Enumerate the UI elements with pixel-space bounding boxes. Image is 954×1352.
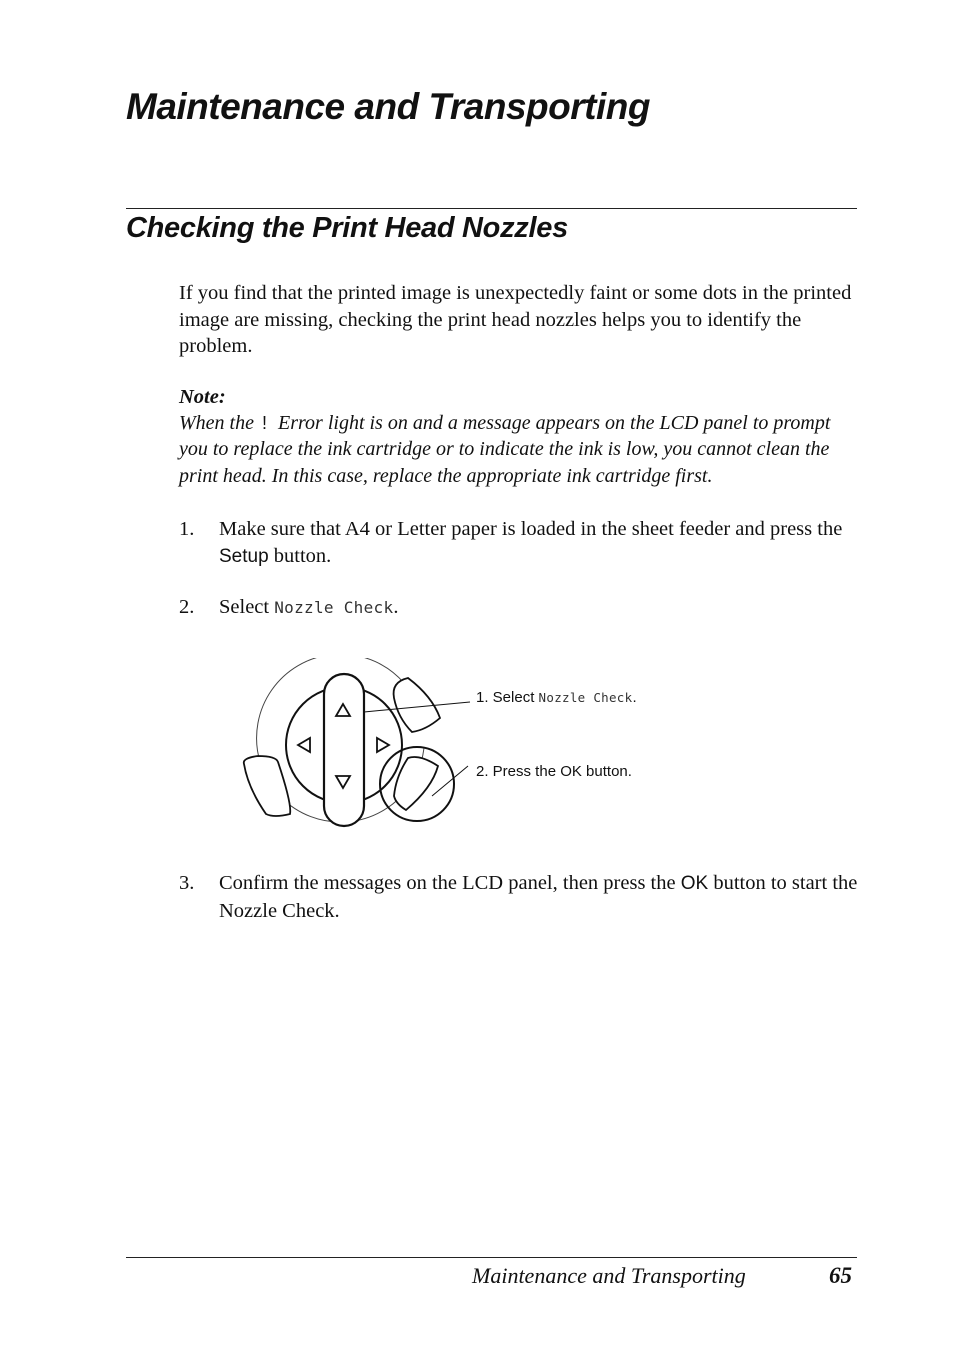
up-down-button <box>324 674 364 826</box>
right-arrow-icon <box>377 738 389 752</box>
step-text-after: button to start the Nozzle Check. <box>219 872 858 922</box>
callout-text: 1. Select <box>476 689 535 706</box>
step-text-before: Make sure that A4 or Letter paper is loaded in the sheet feeder and press the <box>219 518 843 540</box>
chapter-title: Maintenance and Transporting <box>126 86 650 127</box>
setup-button-name: Setup <box>219 545 269 567</box>
control-panel-diagram <box>236 658 476 832</box>
step-text <box>219 516 859 570</box>
step-text <box>219 594 859 622</box>
note-heading: Note: <box>179 386 226 408</box>
callout-lcd-item: Nozzle Check <box>538 690 633 705</box>
error-icon: ! <box>261 413 267 433</box>
step-number: 3. <box>179 872 195 894</box>
ok-button-name: OK <box>680 873 709 894</box>
footer-divider <box>126 1257 857 1258</box>
callout-press-ok: 2. Press the OK button. <box>476 763 632 780</box>
left-button <box>244 756 290 816</box>
intro-paragraph: If you find that the printed image is unexpectedly faint or some dots in the printed image are missing, checking the print head nozzles helps you to identify the problem. <box>179 282 852 357</box>
note-text-after: Error light is on and a message appears on the LCD panel to prompt you to replace the ink cartridge or to indicate the ink is low, you cannot clean the print head. In this case, replace the appropriate ink cartridge first. <box>179 412 831 487</box>
step-number: 2. <box>179 596 195 618</box>
footer-title: Maintenance and Transporting <box>472 1263 746 1288</box>
step-text-before: Confirm the messages on the LCD panel, then press the <box>219 872 676 894</box>
callout-select-nozzle-check <box>476 689 637 706</box>
note-body <box>179 410 859 489</box>
page-number: 65 <box>829 1263 852 1288</box>
note-text-before: When the <box>179 412 254 434</box>
step-text-before: Select <box>219 596 270 618</box>
callout-period: . <box>632 689 637 706</box>
step-text-after: . <box>393 596 399 618</box>
step-text <box>219 870 859 924</box>
left-arrow-icon <box>298 738 310 752</box>
lcd-menu-item: Nozzle Check <box>274 598 394 617</box>
ok-button <box>394 757 438 810</box>
step-number: 1. <box>179 518 195 540</box>
section-title: Checking the Print Head Nozzles <box>126 212 568 244</box>
step-text-after: button. <box>273 544 332 567</box>
section-divider <box>126 208 857 209</box>
